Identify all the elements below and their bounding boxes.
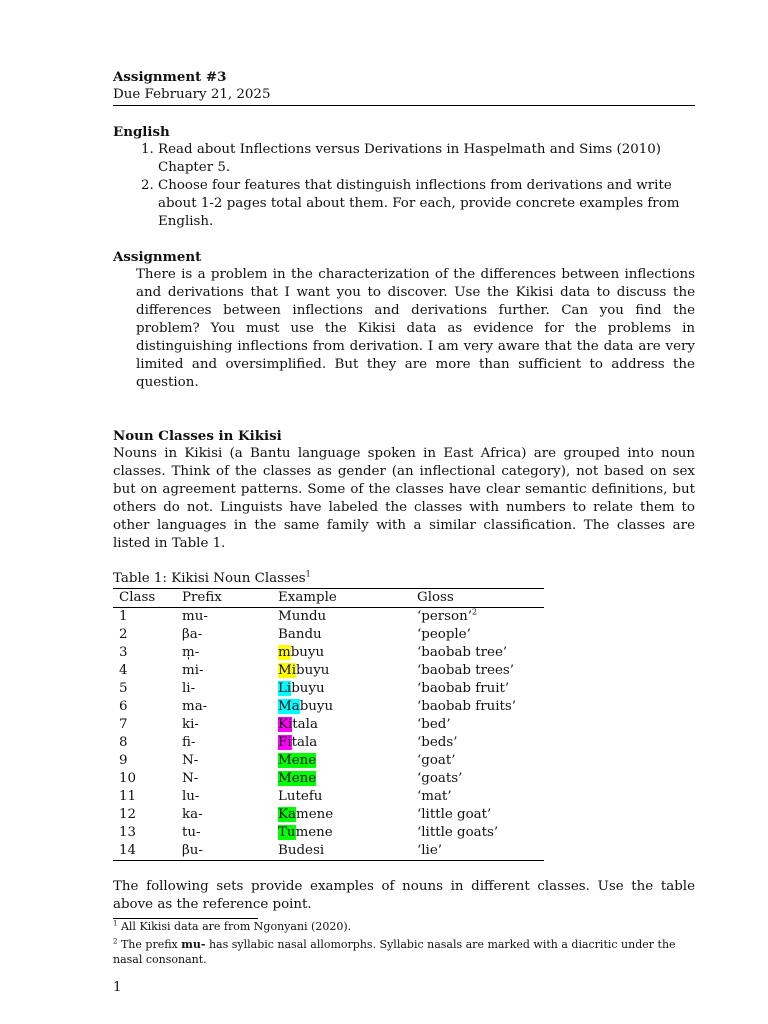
table-header-row — [113, 589, 544, 608]
gloss-text: ‘person’ — [417, 609, 472, 624]
gloss-text: ‘little goat’ — [417, 807, 492, 822]
footnote-ref: 1 — [305, 569, 311, 579]
cell-example — [278, 806, 417, 824]
footnote-bold-prefix: mu- — [181, 938, 206, 951]
caption-text: Table 1: Kikisi Noun Classes — [113, 571, 306, 586]
list-item: 1. Read about Inflections versus Derivations in Haspelmath and Sims (2010) Chapter 5. — [158, 141, 695, 177]
cell-class: 9 — [119, 753, 128, 768]
example-prefix-highlight: Ki — [278, 717, 293, 732]
gloss-text: ‘people’ — [417, 627, 471, 642]
cell-example — [278, 608, 417, 627]
cell-class: 6 — [119, 699, 128, 714]
noun-classes-section — [113, 427, 695, 553]
cell-prefix: ma- — [182, 699, 208, 714]
footnote-mark: 2 — [113, 937, 118, 946]
gloss-text: ‘mat’ — [417, 789, 452, 804]
page-number: 1 — [113, 980, 122, 995]
list-item: 2. Choose four features that distinguish inflections from derivations and write about 1-2 pages total about them. For each, provide concrete examples from English. — [158, 177, 695, 231]
cell-class: 1 — [119, 609, 128, 624]
example-stem: mene — [295, 825, 333, 840]
cell-prefix: fi- — [182, 735, 196, 750]
cell-class: 14 — [113, 842, 182, 861]
example-prefix-highlight: Mi — [278, 663, 296, 678]
cell-example — [278, 680, 417, 698]
assignment-body: There is a problem in the characterization of the differences between inflections and derivations that I want you to discover. Use the Kikisi data to discuss the differences between inflections and derivations further. Can you find the problem? You must use the Kikisi data as evidence for the problems in distinguishing inflections from derivation. I am very aware that the data are very limited and oversimplified. But they are more than sufficient to address the question. — [136, 267, 695, 390]
cell-example — [278, 824, 417, 842]
footnote-text: All Kikisi data are from Ngonyani (2020). — [120, 920, 352, 933]
example-prefix-highlight: Fi — [278, 735, 292, 750]
example-prefix-highlight: Ma — [278, 699, 300, 714]
cell-class: 13 — [119, 825, 137, 840]
cell-gloss — [417, 842, 544, 861]
cell-prefix: N- — [182, 771, 199, 786]
table-row — [113, 770, 544, 788]
table-row — [113, 626, 544, 644]
example-prefix-highlight: m — [278, 645, 291, 660]
cell-gloss — [417, 824, 544, 842]
example-stem: buyu — [291, 681, 325, 696]
example-stem: Budesi — [278, 843, 325, 858]
gloss-text: ‘baobab tree’ — [417, 645, 508, 660]
gloss-text: ‘beds’ — [417, 735, 458, 750]
cell-gloss — [417, 788, 544, 806]
table-row — [113, 680, 544, 698]
footnote-1 — [113, 919, 695, 934]
cell-prefix: tu- — [182, 825, 201, 840]
document-page — [113, 68, 695, 997]
cell-gloss — [417, 644, 544, 662]
example-prefix-highlight: Mene — [278, 753, 317, 768]
cell-gloss — [417, 734, 544, 752]
cell-prefix: ka- — [182, 807, 203, 822]
table-row — [113, 644, 544, 662]
due-date: Due February 21, 2025 — [113, 86, 695, 106]
cell-example — [278, 788, 417, 806]
closing-paragraph: The following sets provide examples of nouns in different classes. Use the table above as the reference point. — [113, 879, 695, 912]
table-row — [113, 788, 544, 806]
footnote-text: The prefix — [120, 938, 182, 951]
example-prefix-highlight: Mene — [278, 771, 317, 786]
assignment-title: Assignment #3 — [113, 69, 227, 85]
example-stem: Mundu — [278, 609, 327, 624]
table-row — [113, 608, 544, 627]
col-header-class: Class — [113, 589, 182, 608]
footnote-ref: 2 — [471, 607, 478, 617]
footnote-text: has syllabic nasal allomorphs. Syllabic nasals are marked with a diacritic under the nasal consonant. — [113, 938, 676, 966]
cell-prefix: lu- — [182, 789, 200, 804]
cell-example — [278, 662, 417, 680]
cell-class: 7 — [119, 717, 128, 732]
cell-gloss — [417, 698, 544, 716]
cell-gloss — [417, 770, 544, 788]
table-row — [113, 716, 544, 734]
gloss-text: ‘goats’ — [417, 771, 463, 786]
noun-class-table — [113, 588, 544, 861]
gloss-text: ‘baobab fruit’ — [417, 681, 510, 696]
gloss-text: ‘little goats’ — [417, 825, 499, 840]
cell-example — [278, 698, 417, 716]
cell-prefix: mi- — [182, 663, 204, 678]
example-stem: tala — [291, 735, 318, 750]
example-stem: buyu — [296, 663, 330, 678]
example-stem: buyu — [299, 699, 334, 714]
english-section — [113, 123, 695, 231]
cell-gloss — [417, 626, 544, 644]
noun-classes-heading: Noun Classes in Kikisi — [113, 428, 282, 444]
cell-gloss — [417, 680, 544, 698]
english-list — [113, 141, 695, 231]
table-row — [113, 698, 544, 716]
cell-prefix: ki- — [182, 717, 199, 732]
gloss-text: ‘baobab fruits’ — [417, 699, 517, 714]
col-header-gloss: Gloss — [417, 589, 544, 608]
example-stem: buyu — [290, 645, 325, 660]
example-prefix-highlight: Tu — [278, 825, 296, 840]
cell-prefix: βa- — [182, 627, 203, 642]
cell-example — [278, 644, 417, 662]
example-stem: tala — [292, 717, 318, 732]
cell-class: 3 — [119, 645, 128, 660]
table-row — [113, 734, 544, 752]
english-heading: English — [113, 124, 170, 140]
cell-example — [278, 716, 417, 734]
cell-class: 10 — [119, 771, 137, 786]
cell-class: 8 — [119, 735, 128, 750]
cell-example — [278, 734, 417, 752]
gloss-text: ‘baobab trees’ — [417, 663, 515, 678]
cell-gloss — [417, 752, 544, 770]
cell-prefix: N- — [182, 753, 199, 768]
assignment-heading: Assignment — [113, 249, 202, 265]
gloss-text: ‘bed’ — [417, 717, 451, 732]
cell-prefix: βu- — [182, 842, 278, 861]
cell-gloss — [417, 806, 544, 824]
cell-example — [278, 752, 417, 770]
cell-example — [278, 626, 417, 644]
table-row — [113, 824, 544, 842]
cell-class: 12 — [119, 807, 137, 822]
col-header-prefix: Prefix — [182, 589, 278, 608]
col-header-example: Example — [278, 589, 417, 608]
example-prefix-highlight: Li — [278, 681, 292, 696]
footnote-2 — [113, 937, 695, 967]
footnote-mark: 1 — [113, 919, 118, 928]
example-stem: Bandu — [278, 627, 322, 642]
table-caption — [113, 570, 695, 588]
table-row — [113, 806, 544, 824]
gloss-text: ‘lie’ — [417, 843, 443, 858]
cell-class: 5 — [119, 681, 128, 696]
cell-prefix: mu- — [182, 609, 208, 624]
table-row — [113, 752, 544, 770]
cell-example — [278, 842, 417, 861]
cell-example — [278, 770, 417, 788]
cell-class: 4 — [119, 663, 128, 678]
example-stem: mene — [296, 807, 334, 822]
cell-gloss — [417, 716, 544, 734]
cell-prefix: m̩- — [182, 645, 200, 660]
table-row — [113, 842, 544, 861]
cell-prefix: li- — [182, 681, 196, 696]
example-prefix-highlight: Ka — [278, 807, 296, 822]
cell-class: 2 — [119, 627, 128, 642]
table-body — [113, 608, 544, 861]
assignment-section — [113, 248, 695, 392]
gloss-text: ‘goat’ — [417, 753, 456, 768]
table-row — [113, 662, 544, 680]
cell-gloss — [417, 662, 544, 680]
cell-gloss — [417, 608, 544, 627]
example-stem: Lutefu — [278, 789, 323, 804]
cell-class: 11 — [119, 789, 137, 804]
noun-classes-body: Nouns in Kikisi (a Bantu language spoken in East Africa) are grouped into noun classes. Think of the classes as gender (an inflectional category), not based on sex but on agreement patterns. Some of the classes have clear semantic definitions, but others do not. Linguists have labeled the classes with numbers to relate them to other languages in the same family with a similar classification. The classes are listed in Table 1. — [113, 446, 695, 551]
